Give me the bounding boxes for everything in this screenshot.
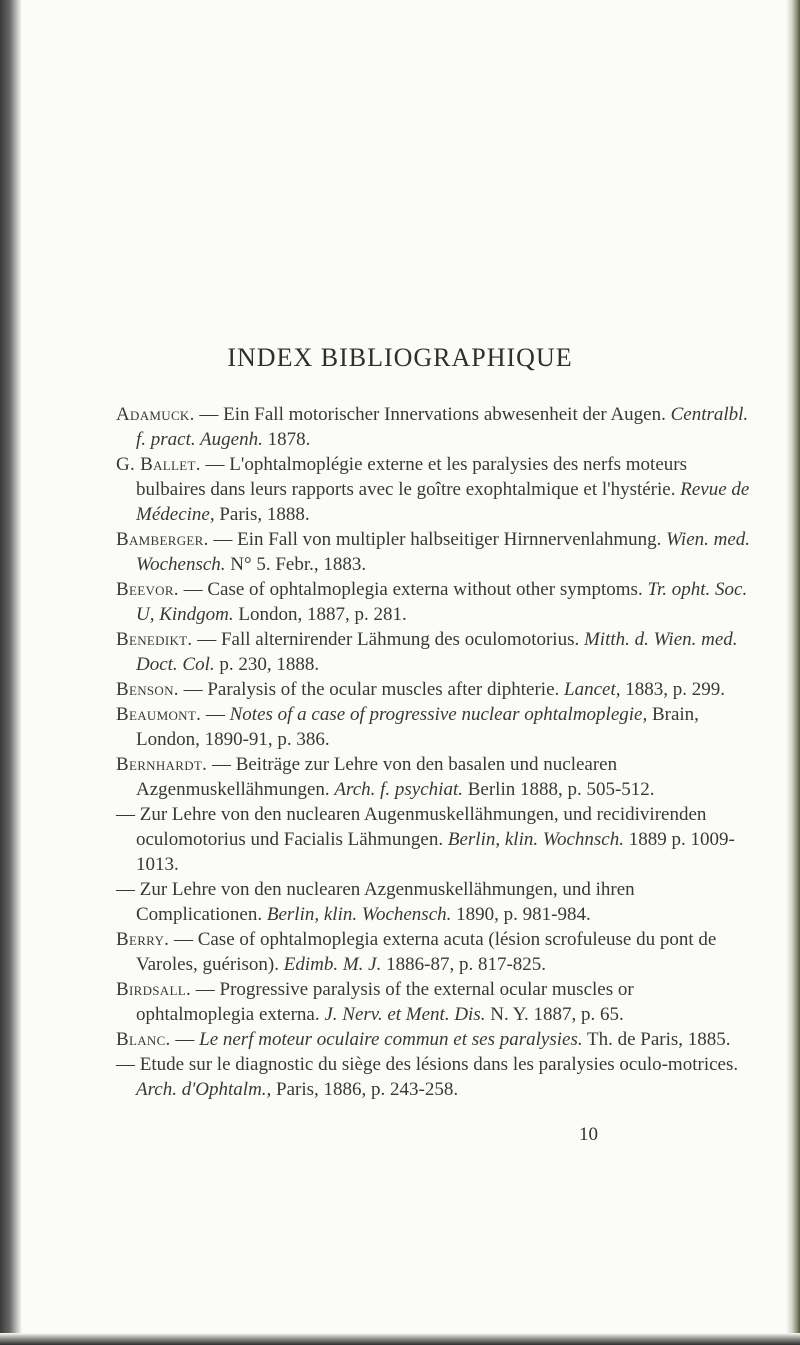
- entry-author: Benedikt.: [116, 629, 193, 650]
- entry-details: Brain, London, 1890-91, p. 386.: [136, 704, 699, 750]
- entry-title: Case of ophtalmoplegia externa acuta (lésion scrofuleuse du pont de Varoles, guérison).: [136, 929, 717, 975]
- entry-details: N° 5. Febr., 1883.: [225, 554, 367, 575]
- entry-separator: —: [116, 879, 140, 900]
- entry-details: 1886-87, p. 817-825.: [381, 954, 547, 975]
- entry-source: Berlin, klin. Wochensch.: [266, 904, 452, 925]
- entry-author: Beevor.: [116, 579, 179, 600]
- entry-separator: —: [178, 679, 208, 700]
- bibliography-entry: [116, 527, 756, 577]
- bibliography-entry: [116, 627, 756, 677]
- entry-title: Fall alternirender Lähmung des oculomotorius.: [220, 629, 584, 650]
- entry-details: Th. de Paris, 1885.: [582, 1029, 731, 1050]
- entry-separator: —: [208, 529, 238, 550]
- entry-details: 1878.: [262, 429, 311, 450]
- bibliography-entry: [116, 1052, 756, 1102]
- entry-separator: —: [207, 754, 236, 775]
- entry-author: Beaumont.: [116, 704, 202, 725]
- entry-title: Zur Lehre von den nuclearen Augenmuskellähmungen, und recidivirenden oculomotorius und Facialis Lähmungen.: [136, 804, 707, 850]
- entry-title: Etude sur le diagnostic du siège des lésions dans les paralysies oculo-motrices.: [139, 1054, 739, 1075]
- page-number: 10: [579, 1124, 598, 1145]
- entry-title: L'ophtalmoplégie externe et les paralysies des nerfs moteurs bulbaires dans leurs rapports avec le goître exophtalmique et l'hystérie.: [136, 454, 687, 500]
- bibliography-entry: [116, 577, 756, 627]
- entry-separator: —: [200, 454, 230, 475]
- entry-separator: —: [169, 929, 198, 950]
- entry-separator: —: [116, 804, 140, 825]
- entry-author: Benson.: [116, 679, 179, 700]
- entry-details: 1889 p. 1009-1013.: [136, 829, 735, 875]
- entry-details: N. Y. 1887, p. 65.: [485, 1004, 624, 1025]
- bibliography-entry: [116, 452, 756, 527]
- entry-author: Bernhardt.: [116, 754, 208, 775]
- entry-author: Bamberger.: [116, 529, 209, 550]
- bibliography-entry: [116, 802, 756, 877]
- entry-source: Mitth. d. Wien. med. Doct. Col.: [136, 629, 738, 675]
- entry-details: London, 1887, p. 281.: [233, 604, 407, 625]
- bibliography-entry: [116, 977, 756, 1027]
- page-edge-bottom: [0, 1333, 800, 1345]
- entry-author: Birdsall.: [116, 979, 192, 1000]
- entry-title: Ein Fall motorischer Innervations abwesenheit der Augen.: [223, 404, 671, 425]
- entry-author: Blanc.: [116, 1029, 171, 1050]
- entry-source: Le nerf moteur oculaire commun et ses paralysies.: [199, 1029, 583, 1050]
- entry-source: Tr. opht. Soc. U, Kindgom.: [136, 579, 748, 625]
- entry-source: Arch. f. psychiat.: [334, 779, 463, 800]
- page-edge-right: [786, 0, 800, 1345]
- entry-title: Progressive paralysis of the external ocular muscles or ophtalmoplegia externa.: [136, 979, 634, 1025]
- bibliography-list: [116, 402, 756, 1102]
- entry-source: Wien. med. Wochensch.: [136, 529, 751, 575]
- bibliography-entry: [116, 402, 756, 452]
- entry-source: J. Nerv. et Ment. Dis.: [324, 1004, 486, 1025]
- entry-author: Berry.: [116, 929, 170, 950]
- entry-source: Edimb. M. J.: [283, 954, 382, 975]
- bibliography-entry: [116, 702, 756, 752]
- entry-separator: —: [178, 579, 208, 600]
- entry-separator: —: [170, 1029, 200, 1050]
- page-title: INDEX BIBLIOGRAPHIQUE: [227, 343, 573, 372]
- entry-separator: —: [194, 404, 224, 425]
- entry-details: 1883, p. 299.: [620, 679, 725, 700]
- entry-title: Case of ophtalmoplegia externa without other symptoms.: [207, 579, 648, 600]
- entry-details: Paris, 1888.: [214, 504, 310, 525]
- entry-source: Lancet,: [564, 679, 621, 700]
- bibliography-entry: [116, 927, 756, 977]
- bibliography-entry: [116, 752, 756, 802]
- entry-separator: —: [201, 704, 230, 725]
- entry-source: Berlin, klin. Wochnsch.: [447, 829, 624, 850]
- bibliography-entry: [116, 1027, 756, 1052]
- entry-title: Paralysis of the ocular muscles after diphterie.: [207, 679, 565, 700]
- entry-source: Arch. d'Ophtalm.,: [136, 1079, 272, 1100]
- entry-author: G. Ballet.: [116, 454, 201, 475]
- entry-source: Notes of a case of progressive nuclear ophtalmoplegie,: [229, 704, 648, 725]
- entry-source: Revue de Médecine,: [136, 479, 750, 525]
- entry-source: Centralbl. f. pract. Augenh.: [136, 404, 749, 450]
- bibliography-entry: [116, 877, 756, 927]
- entry-details: Berlin 1888, p. 505-512.: [462, 779, 655, 800]
- entry-separator: —: [191, 979, 220, 1000]
- entry-title: Beiträge zur Lehre von den basalen und nuclearen Azgenmuskellähmungen.: [136, 754, 618, 800]
- bibliography-entry: [116, 677, 756, 702]
- entry-separator: —: [192, 629, 221, 650]
- entry-details: Paris, 1886, p. 243-258.: [271, 1079, 459, 1100]
- entry-title: Zur Lehre von den nuclearen Azgenmuskellähmungen, und ihren Complicationen.: [136, 879, 635, 925]
- entry-title: Ein Fall von multipler halbseitiger Hirnnervenlahmung.: [237, 529, 667, 550]
- entry-separator: —: [116, 1054, 140, 1075]
- page-binding-shadow: [0, 0, 22, 1345]
- entry-details: 1890, p. 981-984.: [451, 904, 591, 925]
- entry-details: p. 230, 1888.: [214, 654, 320, 675]
- entry-author: Adamuck.: [116, 404, 195, 425]
